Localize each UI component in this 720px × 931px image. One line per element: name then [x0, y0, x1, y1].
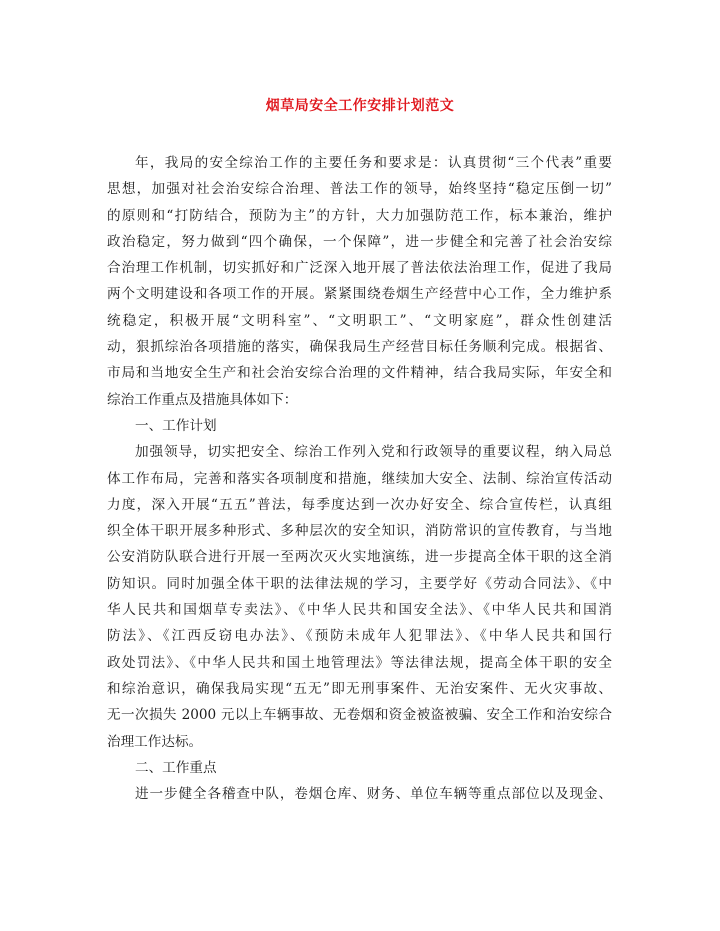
paragraph-line: 政处罚法》、《中华人民共和国土地管理法》等法律法规，提高全体干职的安全	[107, 654, 612, 671]
paragraph-line: 的原则和“打防结合，预防为主”的方针，大力加强防范工作，标本兼治，维护	[107, 207, 612, 224]
paragraph-line: 织全体干职开展多种形式、多种层次的安全知识，消防常识的宣传教育，与当地	[107, 523, 612, 540]
paragraph-line: 防法》、《江西反窃电办法》、《预防未成年人犯罪法》、《中华人民共和国行	[107, 628, 612, 645]
document-title: 烟草局安全工作安排计划范文	[265, 98, 455, 114]
paragraph-line: 防知识。同时加强全体干职的法律法规的学习，主要学好《劳动合同法》、《中	[107, 575, 612, 592]
paragraph-line: 动，狠抓综治各项措施的落实，确保我局生产经营目标任务顺利完成。根据省、	[107, 339, 612, 356]
paragraph-line: 华人民共和国烟草专卖法》、《中华人民共和国安全法》、《中华人民共和国消	[107, 602, 612, 619]
paragraph-line: 年，我局的安全综治工作的主要任务和要求是：认真贯彻“三个代表”重要	[135, 155, 612, 171]
document-body	[107, 150, 612, 807]
paragraph-line: 合治理工作机制，切实抓好和广泛深入地开展了普法依法治理工作，促进了我局	[107, 260, 612, 277]
paragraph-line: 思想，加强对社会治安综合治理、普法工作的领导，始终坚持“稳定压倒一切”	[107, 181, 612, 198]
paragraph-line: 进一步健全各稽查中队，卷烟仓库、财务、单位车辆等重点部位以及现金、	[135, 786, 612, 803]
section-heading: 一、工作计划	[135, 417, 217, 434]
paragraph-line: 政治稳定，努力做到“四个确保，一个保障”，进一步健全和完善了社会治安综	[107, 233, 612, 250]
paragraph-line: 两个文明建设和各项工作的开展。紧紧围绕卷烟生产经营中心工作，全力维护系	[107, 286, 612, 303]
paragraph-line: 治理工作达标。	[107, 733, 203, 750]
paragraph-line: 公安消防队联合进行开展一至两次灭火实地演练，进一步提高全体干职的这全消	[107, 549, 612, 566]
paragraph-line: 和综治意识，确保我局实现“五无”即无刑事案件、无治安案件、无火灾事故、	[107, 680, 612, 697]
paragraph-line: 力度，深入开展“五五”普法，每季度达到一次办好安全、综合宣传栏，认真组	[107, 496, 612, 513]
paragraph-line: 无一次损失 2000 元以上车辆事故、无卷烟和资金被盗被骗、安全工作和治安综合	[107, 707, 612, 724]
section-heading: 二、工作重点	[135, 759, 217, 776]
paragraph-line: 加强领导，切实把安全、综治工作列入党和行政领导的重要议程，纳入局总	[135, 444, 612, 461]
paragraph-line: 市局和当地安全生产和社会治安综合治理的文件精神，结合我局实际，年安全和	[107, 365, 612, 382]
paragraph-line: 综治工作重点及措施具体如下：	[107, 391, 298, 408]
paragraph-line: 体工作布局，完善和落实各项制度和措施，继续加大安全、法制、综治宣传活动	[107, 470, 612, 487]
paragraph-line: 统稳定，积极开展“文明科室”、“文明职工”、“文明家庭”，群众性创建活	[107, 312, 612, 329]
